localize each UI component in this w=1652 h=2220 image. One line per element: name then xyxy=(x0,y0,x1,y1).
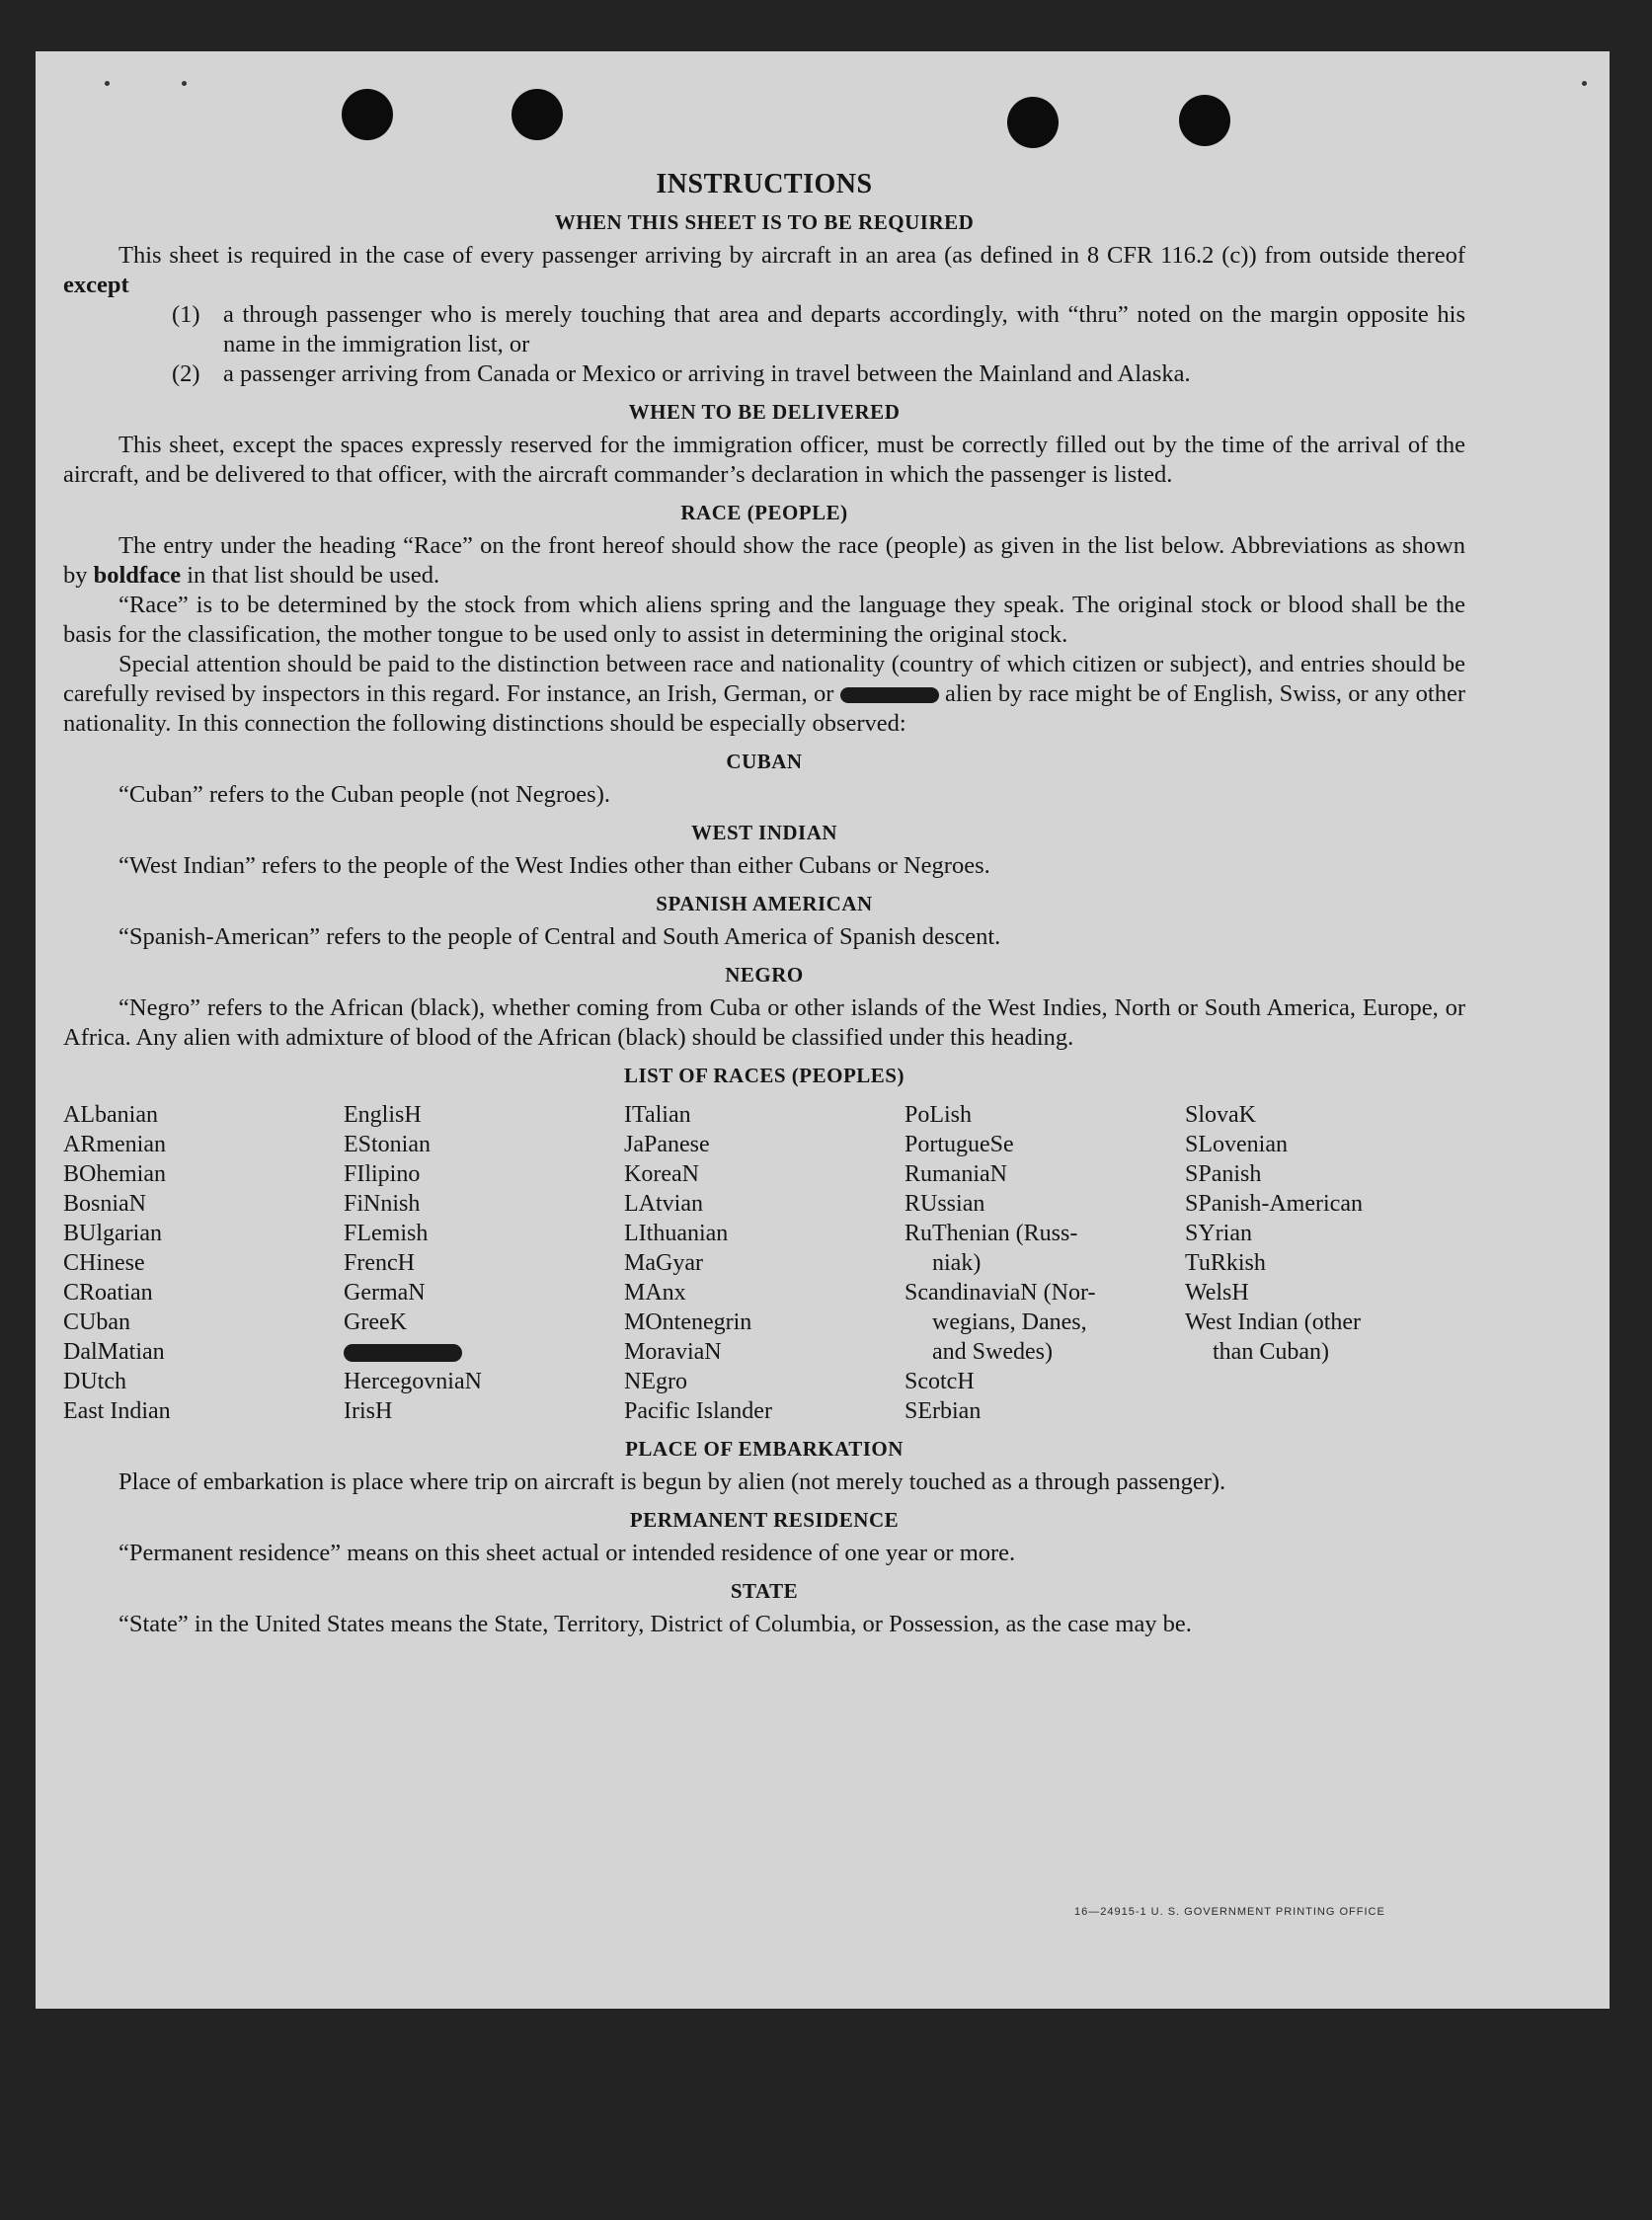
race-column xyxy=(1185,1100,1465,1426)
race-entry: Pacific Islander xyxy=(624,1398,772,1424)
race-entry: SPanish-American xyxy=(1185,1191,1363,1217)
race-entry: East Indian xyxy=(63,1398,171,1424)
race-entry: CHinese xyxy=(63,1250,145,1276)
speck xyxy=(1582,81,1587,86)
section-heading: WHEN THIS SHEET IS TO BE REQUIRED xyxy=(554,210,975,234)
section-heading: WEST INDIAN xyxy=(690,821,838,844)
paragraph: “Spanish-American” refers to the people of Central and South America of Spanish descent. xyxy=(118,923,1001,950)
race-entry: CUban xyxy=(63,1309,130,1335)
race-entry: RumaniaN xyxy=(905,1161,1007,1187)
punch-hole xyxy=(1007,97,1059,148)
race-entry: BUlgarian xyxy=(63,1221,162,1246)
list-item: (1) a through passenger who is merely touching that area and departs accordingly, with “thru” noted on the margin opposite his name in the immigration list, or xyxy=(172,301,1465,357)
race-entry: BOhemian xyxy=(63,1161,166,1187)
section-heading: STATE xyxy=(730,1579,799,1603)
race-entry: CRoatian xyxy=(63,1280,153,1306)
punch-hole xyxy=(342,89,393,140)
race-entry: TuRkish xyxy=(1185,1250,1266,1276)
section-heading: WHEN TO BE DELIVERED xyxy=(628,400,901,424)
race-entry: LAtvian xyxy=(624,1191,703,1217)
race-column xyxy=(63,1100,344,1426)
race-column xyxy=(624,1100,905,1426)
section-heading: CUBAN xyxy=(726,750,803,773)
race-entry: IrisH xyxy=(344,1398,393,1424)
race-entry: MAnx xyxy=(624,1280,686,1306)
race-entry: FLemish xyxy=(344,1221,429,1246)
race-column xyxy=(905,1100,1185,1426)
race-entry: ScotcH xyxy=(905,1369,975,1394)
race-entry: SLovenian xyxy=(1185,1132,1288,1157)
paragraph: “Race” is to be determined by the stock from which aliens spring and the language they speak. The original stock or blood shall be the basis for the classification, the mother tongue to be used only to assist in determining the original stock. xyxy=(63,592,1465,648)
race-entry: LIthuanian xyxy=(624,1221,729,1246)
race-entry: FIlipino xyxy=(344,1161,421,1187)
race-entry: than Cuban) xyxy=(1213,1339,1329,1365)
race-entry: SErbian xyxy=(905,1398,982,1424)
race-column xyxy=(344,1100,624,1426)
speck xyxy=(105,81,110,86)
race-entry: GermaN xyxy=(344,1280,426,1306)
paragraph: The entry under the heading “Race” on the front hereof should show the race (people) as given in the list below. Abbreviations as shown by boldface in that list should be used. xyxy=(63,532,1465,589)
section-heading: RACE (PEOPLE) xyxy=(680,501,848,524)
paragraph: “Cuban” refers to the Cuban people (not Negroes). xyxy=(118,781,610,808)
paragraph: This sheet, except the spaces expressly reserved for the immigration officer, must be correctly filled out by the time of the arrival of the aircraft, and be delivered to that officer, with the aircraft commander’s declaration in which the passenger is listed. xyxy=(63,432,1465,488)
race-entry: ARmenian xyxy=(63,1132,166,1157)
race-entry: SYrian xyxy=(1185,1221,1252,1246)
race-entry: BosniaN xyxy=(63,1191,146,1217)
redaction-mark xyxy=(840,687,939,703)
race-entry: wegians, Danes, xyxy=(932,1309,1087,1335)
race-entry: KoreaN xyxy=(624,1161,699,1187)
race-entry: EnglisH xyxy=(344,1102,422,1128)
redacted-race-entry xyxy=(344,1337,624,1367)
race-entry: RUssian xyxy=(905,1191,985,1217)
race-entry: MoraviaN xyxy=(624,1339,722,1365)
section-heading: SPANISH AMERICAN xyxy=(656,892,873,915)
paragraph: “Permanent residence” means on this sheet actual or intended residence of one year or more. xyxy=(118,1540,1016,1566)
race-entry: NEgro xyxy=(624,1369,687,1394)
race-entry: niak) xyxy=(932,1250,982,1276)
race-entry: ScandinaviaN (Nor- xyxy=(905,1280,1096,1306)
race-entry: ITalian xyxy=(624,1102,691,1128)
speck xyxy=(182,81,187,86)
race-entry: ALbanian xyxy=(63,1102,158,1128)
paragraph: “West Indian” refers to the people of the West Indies other than either Cubans or Negroes. xyxy=(118,852,990,879)
race-entry: HercegovniaN xyxy=(344,1369,482,1394)
paragraph: “Negro” refers to the African (black), whether coming from Cuba or other islands of the West Indies, North or South America, Europe, or Africa. Any alien with admixture of blood of the African (black) should be classified under this heading. xyxy=(63,994,1465,1051)
paragraph: This sheet is required in the case of every passenger arriving by aircraft in an area (as defined in 8 CFR 116.2 (c)) from outside thereof except xyxy=(63,242,1465,298)
paragraph: “State” in the United States means the State, Territory, District of Columbia, or Possession, as the case may be. xyxy=(118,1611,1192,1637)
punch-hole xyxy=(1179,95,1230,146)
section-heading: PLACE OF EMBARKATION xyxy=(625,1437,904,1461)
punch-hole xyxy=(511,89,563,140)
redaction-mark xyxy=(344,1344,462,1362)
section-heading: LIST OF RACES (PEOPLES) xyxy=(624,1064,905,1087)
race-entry: MOntenegrin xyxy=(624,1309,752,1335)
section-heading: NEGRO xyxy=(725,963,804,987)
race-entry: FiNnish xyxy=(344,1191,421,1217)
document-page xyxy=(36,51,1610,2009)
race-entry: RuThenian (Russ- xyxy=(905,1221,1078,1246)
race-entry: SlovaK xyxy=(1185,1102,1256,1128)
race-entry: FrencH xyxy=(344,1250,415,1276)
page-title: INSTRUCTIONS xyxy=(656,169,873,199)
printer-imprint: 16—24915-1 U. S. GOVERNMENT PRINTING OFFICE xyxy=(1074,1906,1385,1918)
race-entry: GreeK xyxy=(344,1309,407,1335)
race-entry: PortugueSe xyxy=(905,1132,1014,1157)
race-entry: PoLish xyxy=(905,1102,973,1128)
race-entry: DUtch xyxy=(63,1369,126,1394)
race-entry: DalMatian xyxy=(63,1339,165,1365)
race-entry: EStonian xyxy=(344,1132,431,1157)
race-entry: JaPanese xyxy=(624,1132,710,1157)
section-heading: PERMANENT RESIDENCE xyxy=(629,1508,900,1532)
race-entry: SPanish xyxy=(1185,1161,1262,1187)
race-entry: WelsH xyxy=(1185,1280,1249,1306)
race-entry: West Indian (other xyxy=(1185,1309,1362,1335)
races-list xyxy=(63,1100,1465,1426)
race-entry: and Swedes) xyxy=(932,1339,1053,1365)
paragraph: Special attention should be paid to the distinction between race and nationality (country of which citizen or subject), and entries should be carefully revised by inspectors in this regard. For instance, an Irish, German, or alien by race might be of English, Swiss, or any other nationality. In this connection the following distinctions should be especially observed: xyxy=(63,651,1465,737)
paragraph: Place of embarkation is place where trip on aircraft is begun by alien (not merely touched as a through passenger). xyxy=(118,1468,1226,1495)
list-item: (2) a passenger arriving from Canada or Mexico or arriving in travel between the Mainland and Alaska. xyxy=(172,360,1191,387)
race-entry: MaGyar xyxy=(624,1250,703,1276)
instructions-content xyxy=(63,170,1465,1639)
